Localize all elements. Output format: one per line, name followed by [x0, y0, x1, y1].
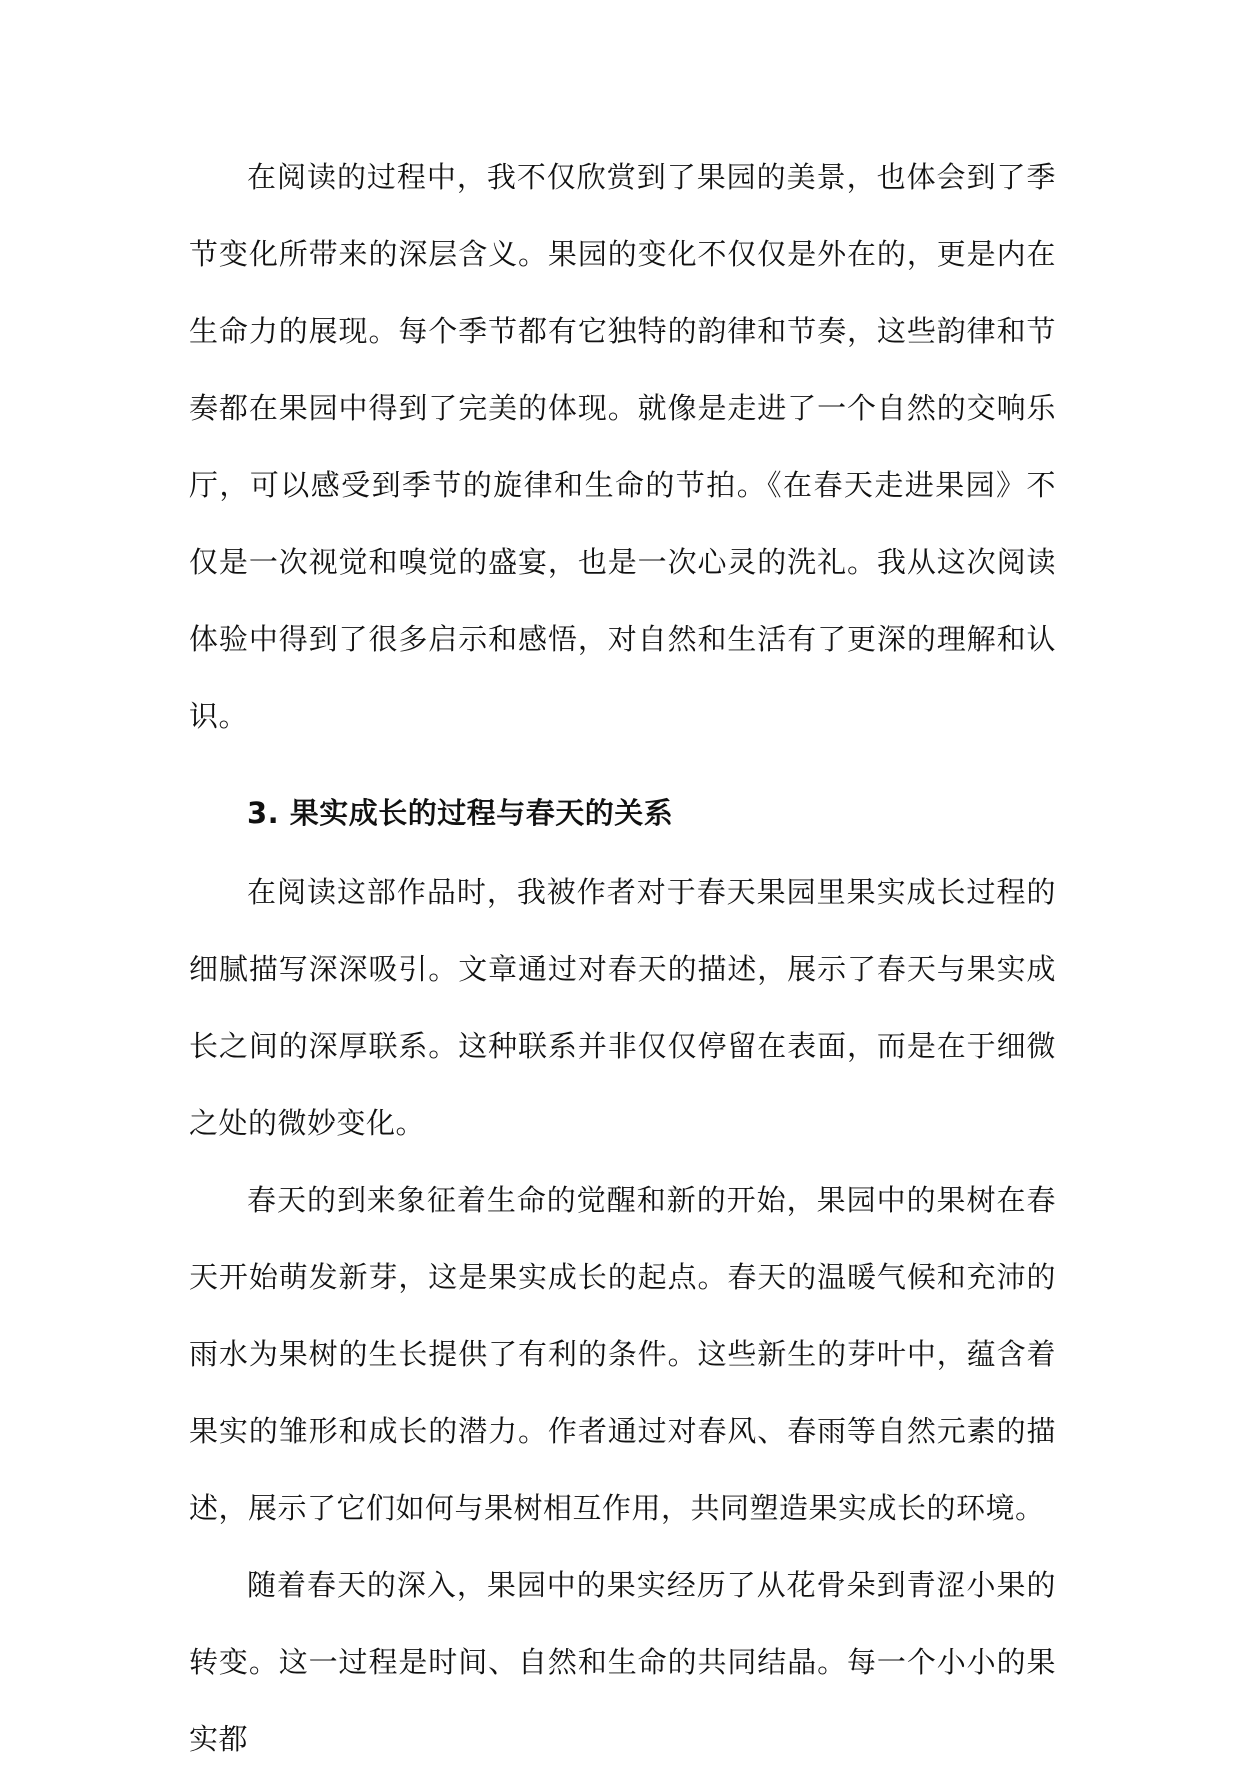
body-paragraph: 在阅读这部作品时，我被作者对于春天果园里果实成长过程的细腻描写深深吸引。文章通过对春天的描述，展示了春天与果实成长之间的深厚联系。这种联系并非仅仅停留在表面，而是在于细微之处的微妙变化。 — [189, 875, 1056, 1140]
section-heading: 3. 果实成长的过程与春天的关系 — [247, 796, 674, 830]
body-paragraph: 在阅读的过程中，我不仅欣赏到了果园的美景，也体会到了季节变化所带来的深层含义。果园的变化不仅仅是外在的，更是内在生命力的展现。每个季节都有它独特的韵律和节奏，这些韵律和节奏都在果园中得到了完美的体现。就像是走进了一个自然的交响乐厅，可以感受到季节的旋律和生命的节拍。《在春天走进果园》不仅是一次视觉和嗅觉的盛宴，也是一次心灵的洗礼。我从这次阅读体验中得到了很多启示和感悟，对自然和生活有了更深的理解和认识。 — [189, 160, 1056, 733]
body-paragraph: 春天的到来象征着生命的觉醒和新的开始，果园中的果树在春天开始萌发新芽，这是果实成长的起点。春天的温暖气候和充沛的雨水为果树的生长提供了有利的条件。这些新生的芽叶中，蕴含着果实的雏形和成长的潜力。作者通过对春风、春雨等自然元素的描述，展示了它们如何与果树相互作用，共同塑造果实成长的环境。 — [189, 1183, 1056, 1525]
body-paragraph: 随着春天的深入，果园中的果实经历了从花骨朵到青涩小果的转变。这一过程是时间、自然和生命的共同结晶。每一个小小的果实都 — [189, 1568, 1056, 1756]
